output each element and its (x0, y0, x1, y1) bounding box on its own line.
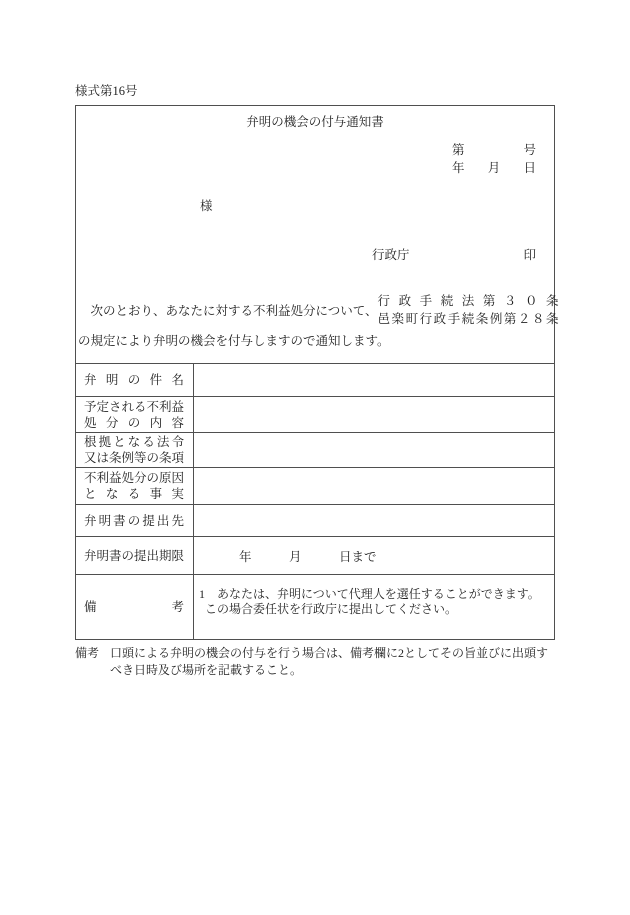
row-label-line: 備考 (84, 600, 184, 614)
date-day-label: 日 (523, 161, 536, 175)
table-row (76, 363, 554, 396)
footer-note-text: 口頭による弁明の機会の付与を行う場合は、備考欄に2としてその旨並びに出頭すべき日時及び場所を記載すること。 (110, 646, 549, 677)
row-label (76, 575, 194, 639)
row-label (76, 397, 194, 432)
law-citation-line: 行政手続法第３０条 (377, 294, 559, 308)
row-label-line: 弁明書の提出期限 (84, 548, 185, 563)
doc-number-prefix: 第 (452, 143, 465, 157)
row-label-line: 弁明の件名 (84, 373, 184, 387)
table-row (76, 504, 554, 536)
row-value (194, 364, 554, 396)
footer-note (75, 645, 557, 678)
date-month-label: 月 (487, 161, 501, 175)
table-row (76, 536, 554, 574)
law-citations (378, 292, 559, 328)
table-row (76, 432, 554, 467)
row-label (76, 364, 194, 396)
body-paragraph (78, 292, 559, 328)
form-number: 様式第16号 (75, 84, 138, 98)
row-label (76, 468, 194, 504)
row-value: 1 あなたは、弁明について代理人を選任することができます。この場合委任状を行政庁に提出してください。 (199, 587, 540, 616)
intro-tail-text: の規定により弁明の機会を付与しますので通知します。 (78, 334, 390, 348)
row-label (76, 505, 194, 536)
row-label-line: 不利益処分の原因 (84, 471, 185, 485)
row-label-line: 弁明書の提出先 (84, 513, 184, 528)
row-label-line: 処分の内容 (84, 415, 184, 430)
row-value: 年 月 日まで (239, 549, 377, 564)
date-year-label: 年 (452, 161, 465, 175)
issuer-line (76, 245, 554, 261)
row-label-line: となる事実 (84, 487, 184, 501)
form-table (76, 363, 554, 639)
row-label (76, 433, 194, 467)
document-number-line (452, 140, 536, 158)
row-value (194, 397, 554, 432)
notice-form-box (75, 105, 559, 640)
footer-note-label: 備考 (75, 646, 100, 660)
doc-number-suffix: 号 (523, 143, 536, 157)
row-value (194, 433, 554, 467)
row-label (76, 537, 194, 574)
document-title: 弁明の機会の付与通知書 (246, 115, 384, 129)
seal-mark: 印 (523, 248, 536, 262)
row-label-line: 又は条例等の条項 (84, 451, 185, 465)
date-line (452, 158, 536, 176)
row-label-line: 根拠となる法令 (84, 435, 184, 449)
intro-text: 次のとおり、あなたに対する不利益処分について、 (78, 304, 378, 318)
addressee-honorific: 様 (200, 199, 213, 213)
table-row (76, 574, 554, 639)
law-citation-line: 邑楽町行政手続条例第２８条 (377, 312, 559, 326)
table-row (76, 467, 554, 504)
row-label-line: 予定される不利益 (84, 399, 185, 414)
row-value (194, 505, 554, 536)
row-value (194, 468, 554, 504)
table-row (76, 396, 554, 432)
issuer-label: 行政庁 (372, 248, 410, 262)
